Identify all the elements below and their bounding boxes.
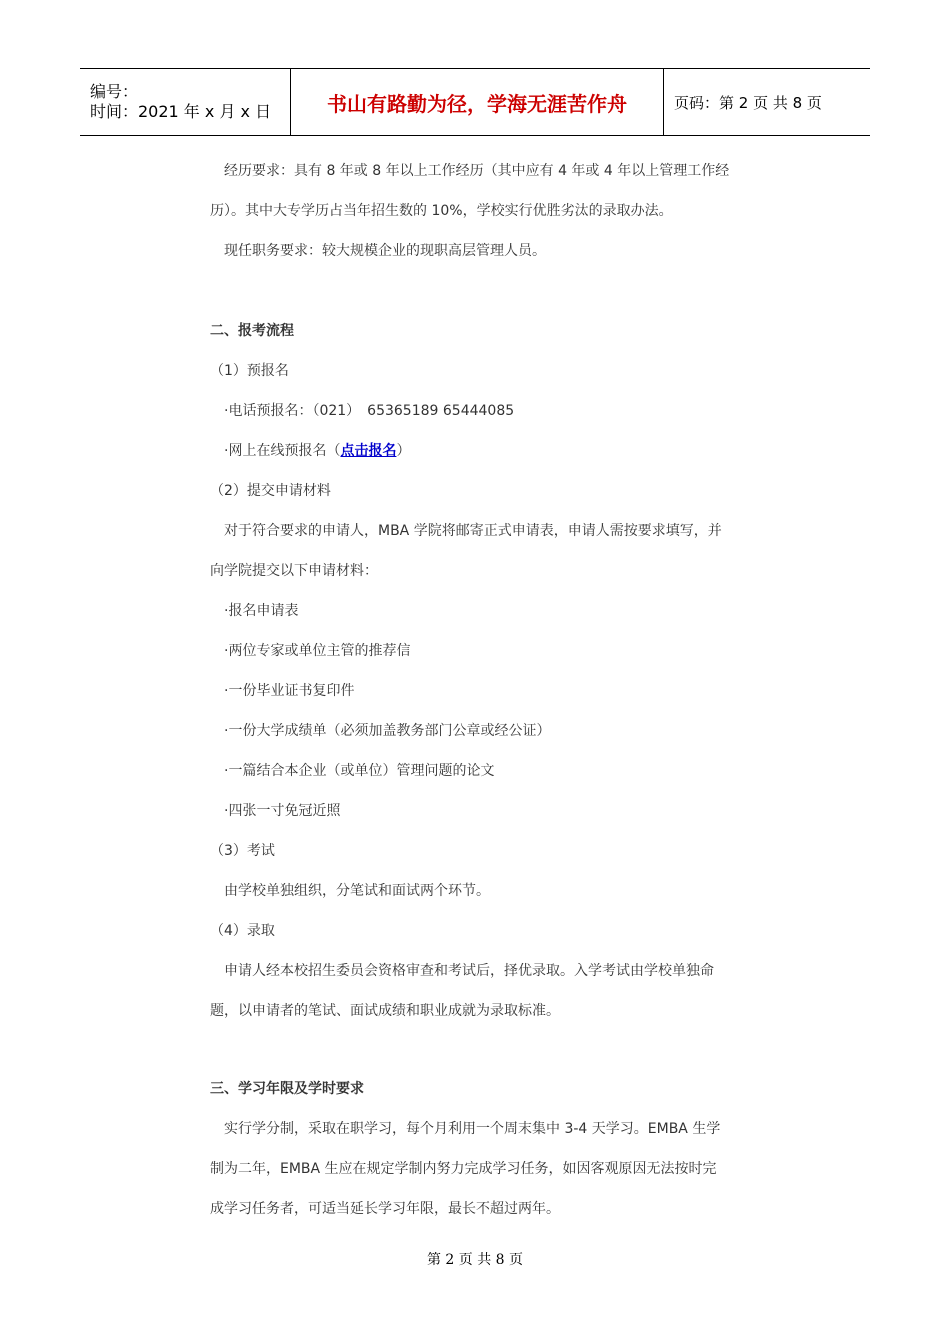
register-link[interactable]: 点击报名 [340, 443, 397, 459]
submit-description-line-2: 向学院提交以下申请材料： [210, 563, 378, 579]
experience-requirement-line-2: 历）。其中大专学历占当年招生数的 10%，学校实行优胜劣汰的录取办法。 [210, 203, 673, 219]
step-1-label: （1）预报名 [210, 363, 289, 379]
exam-description: 由学校单独组织，分笔试和面试两个环节。 [224, 883, 490, 899]
step-2-label: （2）提交申请材料 [210, 483, 331, 499]
step-4-label: （4）录取 [210, 923, 275, 939]
experience-requirement-line-1: 经历要求：具有 8 年或 8 年以上工作经历（其中应有 4 年或 4 年以上管理工作经 [224, 163, 730, 179]
document-header [80, 68, 870, 136]
material-item: ·一篇结合本企业（或单位）管理问题的论文 [224, 763, 495, 779]
header-page-info: 页码：第 2 页 共 8 页 [664, 69, 871, 136]
phone-registration: ·电话预报名：（021） 65365189 65444085 [224, 403, 515, 419]
study-description-line-3: 成学习任务者，可适当延长学习年限，最长不超过两年。 [210, 1201, 560, 1217]
position-requirement: 现任职务要求：较大规模企业的现职高层管理人员。 [224, 243, 546, 259]
material-item: ·报名申请表 [224, 603, 299, 619]
submit-description-line-1: 对于符合要求的申请人，MBA 学院将邮寄正式申请表，申请人需按要求填写，并 [224, 523, 722, 539]
online-registration-prefix: ·网上在线预报名（ [224, 443, 341, 459]
section-2-heading: 二、报考流程 [210, 323, 294, 339]
admission-description-line-2: 题，以申请者的笔试、面试成绩和职业成就为录取标准。 [210, 1003, 560, 1019]
section-3-heading: 三、学习年限及学时要求 [210, 1081, 364, 1097]
material-item: ·一份毕业证书复印件 [224, 683, 355, 699]
page-footer: 第 2 页 共 8 页 [426, 1252, 524, 1268]
step-3-label: （3）考试 [210, 843, 275, 859]
online-registration-suffix: ） [396, 443, 411, 459]
document-number-label: 编号： [90, 82, 139, 101]
header-motto: 书山有路勤为径，学海无涯苦作舟 [291, 69, 664, 136]
study-description-line-1: 实行学分制，采取在职学习，每个月利用一个周末集中 3-4 天学习。EMBA 生学 [224, 1121, 721, 1137]
material-item: ·一份大学成绩单（必须加盖教务部门公章或经公证） [224, 723, 551, 739]
header-left-cell [80, 69, 291, 136]
admission-description-line-1: 申请人经本校招生委员会资格审查和考试后，择优录取。入学考试由学校单独命 [224, 963, 714, 979]
material-item: ·四张一寸免冠近照 [224, 803, 341, 819]
study-description-line-2: 制为二年，EMBA 生应在规定学制内努力完成学习任务，如因客观原因无法按时完 [210, 1161, 717, 1177]
online-registration [210, 440, 410, 460]
document-time-label: 时间：2021 年 x 月 x 日 [90, 102, 272, 121]
material-item: ·两位专家或单位主管的推荐信 [224, 643, 411, 659]
